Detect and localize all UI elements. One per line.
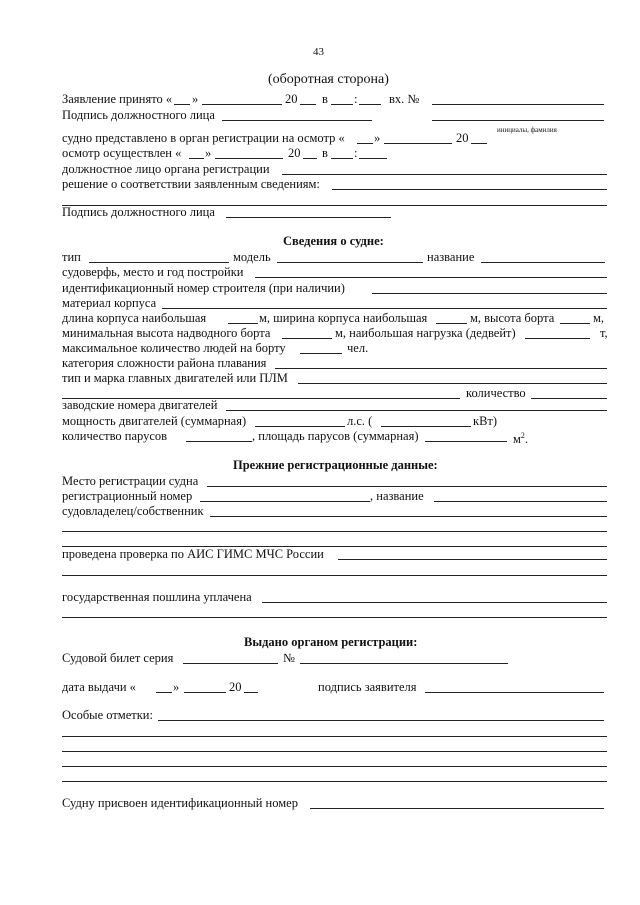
page-heading: (оборотная сторона) (268, 72, 389, 87)
sail-area-field[interactable] (425, 441, 507, 442)
special-notes-line-3[interactable] (62, 751, 607, 752)
special-notes-line-5[interactable] (62, 781, 607, 782)
id-number-field[interactable] (310, 808, 604, 809)
previous-section-title: Прежние регистрационные данные: (233, 458, 438, 472)
reg-number-field[interactable] (200, 501, 370, 502)
official-signature-2-field[interactable] (226, 217, 391, 218)
vessel-section-title: Сведения о судне: (283, 234, 384, 248)
hull-length-label: длина корпуса наибольшая (62, 311, 207, 325)
hull-length-field[interactable] (228, 323, 258, 324)
inspection-year-field[interactable] (303, 158, 317, 159)
prev-name-label: , название (370, 489, 424, 503)
inspection-day-field[interactable] (189, 158, 204, 159)
vessel-type-label: тип (62, 250, 81, 264)
duty-paid-label: государственная пошлина уплачена (62, 590, 252, 604)
incoming-number-field[interactable] (432, 104, 604, 105)
decision-label: решение о соответствии заявленным сведениям: (62, 177, 320, 191)
accepted-year-field[interactable] (300, 104, 316, 105)
engines-type-label: тип и марка главных двигателей или ПЛМ (62, 371, 288, 385)
inspection-quote: » (205, 146, 212, 160)
sail-area-unit: $м^2$. (513, 431, 529, 447)
max-people-unit: чел. (347, 341, 369, 355)
area-category-field[interactable] (275, 368, 607, 369)
special-notes-line-2[interactable] (62, 736, 607, 737)
applicant-signature-field[interactable] (425, 692, 604, 693)
shipyard-field[interactable] (255, 277, 607, 278)
vessel-name-label: название (427, 250, 475, 264)
inspection-year-prefix: 20 (288, 146, 301, 160)
special-notes-field[interactable] (158, 720, 604, 721)
max-load-label: м, наибольшая нагрузка (дедвейт) (335, 326, 516, 340)
owner-field-line-2[interactable] (62, 531, 607, 532)
submitted-label: судно представлено в орган регистрации на осмотр « (62, 131, 345, 145)
official-signature-label: Подпись должностного лица (62, 108, 215, 122)
ais-check-field-line-2[interactable] (62, 575, 607, 576)
kw-label: кВт) (473, 414, 498, 428)
inspection-label: осмотр осуществлен « (62, 146, 182, 160)
accepted-month-field[interactable] (202, 104, 282, 105)
builder-id-label: идентификационный номер строителя (при наличии) (62, 281, 345, 295)
initials-caption: инициалы, фамилия (497, 126, 557, 134)
hull-material-label: материал корпуса (62, 296, 157, 310)
issue-month-field[interactable] (184, 692, 226, 693)
max-load-unit: т, (600, 326, 608, 340)
inspection-colon: : (354, 146, 358, 160)
issue-quote: » (173, 680, 180, 694)
engine-power-kw-field[interactable] (381, 426, 471, 427)
reg-place-field[interactable] (207, 486, 607, 487)
submitted-day-field[interactable] (357, 143, 373, 144)
inspection-in-label: в (322, 146, 328, 160)
decision-field[interactable] (332, 189, 607, 190)
issue-date-label: дата выдачи « (62, 680, 136, 694)
max-people-label: максимальное количество людей на борту (62, 341, 286, 355)
vessel-model-field[interactable] (277, 262, 423, 263)
max-load-field[interactable] (525, 338, 590, 339)
side-height-label: м, высота борта (470, 311, 555, 325)
official-initials-field[interactable] (432, 120, 604, 121)
issued-section-title: Выдано органом регистрации: (244, 635, 418, 649)
incoming-number-label: вх. № (389, 92, 420, 106)
quantity-label: количество (466, 386, 526, 400)
hull-material-field[interactable] (162, 308, 607, 309)
accepted-colon: : (354, 92, 358, 106)
hull-width-label: м, ширина корпуса наибольшая (259, 311, 428, 325)
accepted-hour-field[interactable] (331, 104, 353, 105)
accepted-in-label: в (322, 92, 328, 106)
special-notes-line-4[interactable] (62, 766, 607, 767)
id-number-label: Судну присвоен идентификационный номер (62, 796, 298, 810)
side-height-field[interactable] (560, 323, 590, 324)
min-freeboard-field[interactable] (282, 338, 332, 339)
duty-paid-field-line-2[interactable] (62, 617, 607, 618)
vessel-model-label: модель (233, 250, 271, 264)
sails-count-field[interactable] (186, 441, 252, 442)
engines-type-field[interactable] (298, 383, 607, 384)
vessel-type-field[interactable] (89, 262, 229, 263)
special-notes-label: Особые отметки: (62, 708, 153, 722)
applicant-signature-label: подпись заявителя (318, 680, 417, 694)
reg-number-label: регистрационный номер (62, 489, 193, 503)
submitted-year-field[interactable] (471, 143, 487, 144)
sail-area-label: , площадь парусов (суммарная) (252, 429, 419, 443)
area-category-label: категория сложности района плавания (62, 356, 267, 370)
min-freeboard-label: минимальная высота надводного борта (62, 326, 271, 340)
accepted-label: Заявление принято « (62, 92, 173, 106)
ticket-series-field[interactable] (183, 663, 278, 664)
inspection-hour-field[interactable] (331, 158, 353, 159)
shipyard-label: судоверфь, место и год постройки (62, 265, 244, 279)
engine-power-hp-field[interactable] (255, 426, 345, 427)
sails-count-label: количество парусов (62, 429, 168, 443)
engine-power-label: мощность двигателей (суммарная) (62, 414, 247, 428)
hull-width-field[interactable] (436, 323, 467, 324)
page-number: 43 (313, 46, 324, 58)
engine-numbers-label: заводские номера двигателей (62, 398, 218, 412)
accepted-minute-field[interactable] (359, 104, 381, 105)
ais-check-label: проведена проверка по АИС ГИМС МЧС России (62, 547, 324, 561)
official-signature-field[interactable] (222, 120, 372, 121)
submitted-month-field[interactable] (384, 143, 452, 144)
owner-field[interactable] (210, 516, 607, 517)
official-field[interactable] (282, 174, 607, 175)
ais-check-field[interactable] (338, 559, 607, 560)
official-label: должностное лицо органа регистрации (62, 162, 270, 176)
issue-year-prefix: 20 (229, 680, 242, 694)
prev-name-field[interactable] (434, 501, 607, 502)
accepted-quote: » (192, 92, 199, 106)
issue-year-field[interactable] (244, 692, 258, 693)
ticket-number-field[interactable] (300, 663, 508, 664)
vessel-name-field[interactable] (481, 262, 605, 263)
accepted-day-field[interactable] (174, 104, 190, 105)
inspection-month-field[interactable] (215, 158, 283, 159)
reg-place-label: Место регистрации судна (62, 474, 199, 488)
owner-label: судовладелец/собственник (62, 504, 204, 518)
submitted-year-prefix: 20 (456, 131, 469, 145)
quantity-field[interactable] (531, 398, 607, 399)
engine-numbers-field[interactable] (226, 410, 607, 411)
ticket-series-label: Судовой билет серия (62, 651, 174, 665)
hp-label: л.с. ( (347, 414, 373, 428)
builder-id-field[interactable] (372, 293, 607, 294)
side-height-unit: м, (593, 311, 605, 325)
accepted-year-prefix: 20 (285, 92, 298, 106)
max-people-field[interactable] (300, 353, 342, 354)
ticket-number-label: № (283, 651, 295, 665)
issue-day-field[interactable] (156, 692, 172, 693)
duty-paid-field[interactable] (262, 602, 607, 603)
submitted-quote: » (374, 131, 381, 145)
inspection-minute-field[interactable] (359, 158, 387, 159)
official-signature-2-label: Подпись должностного лица (62, 205, 215, 219)
